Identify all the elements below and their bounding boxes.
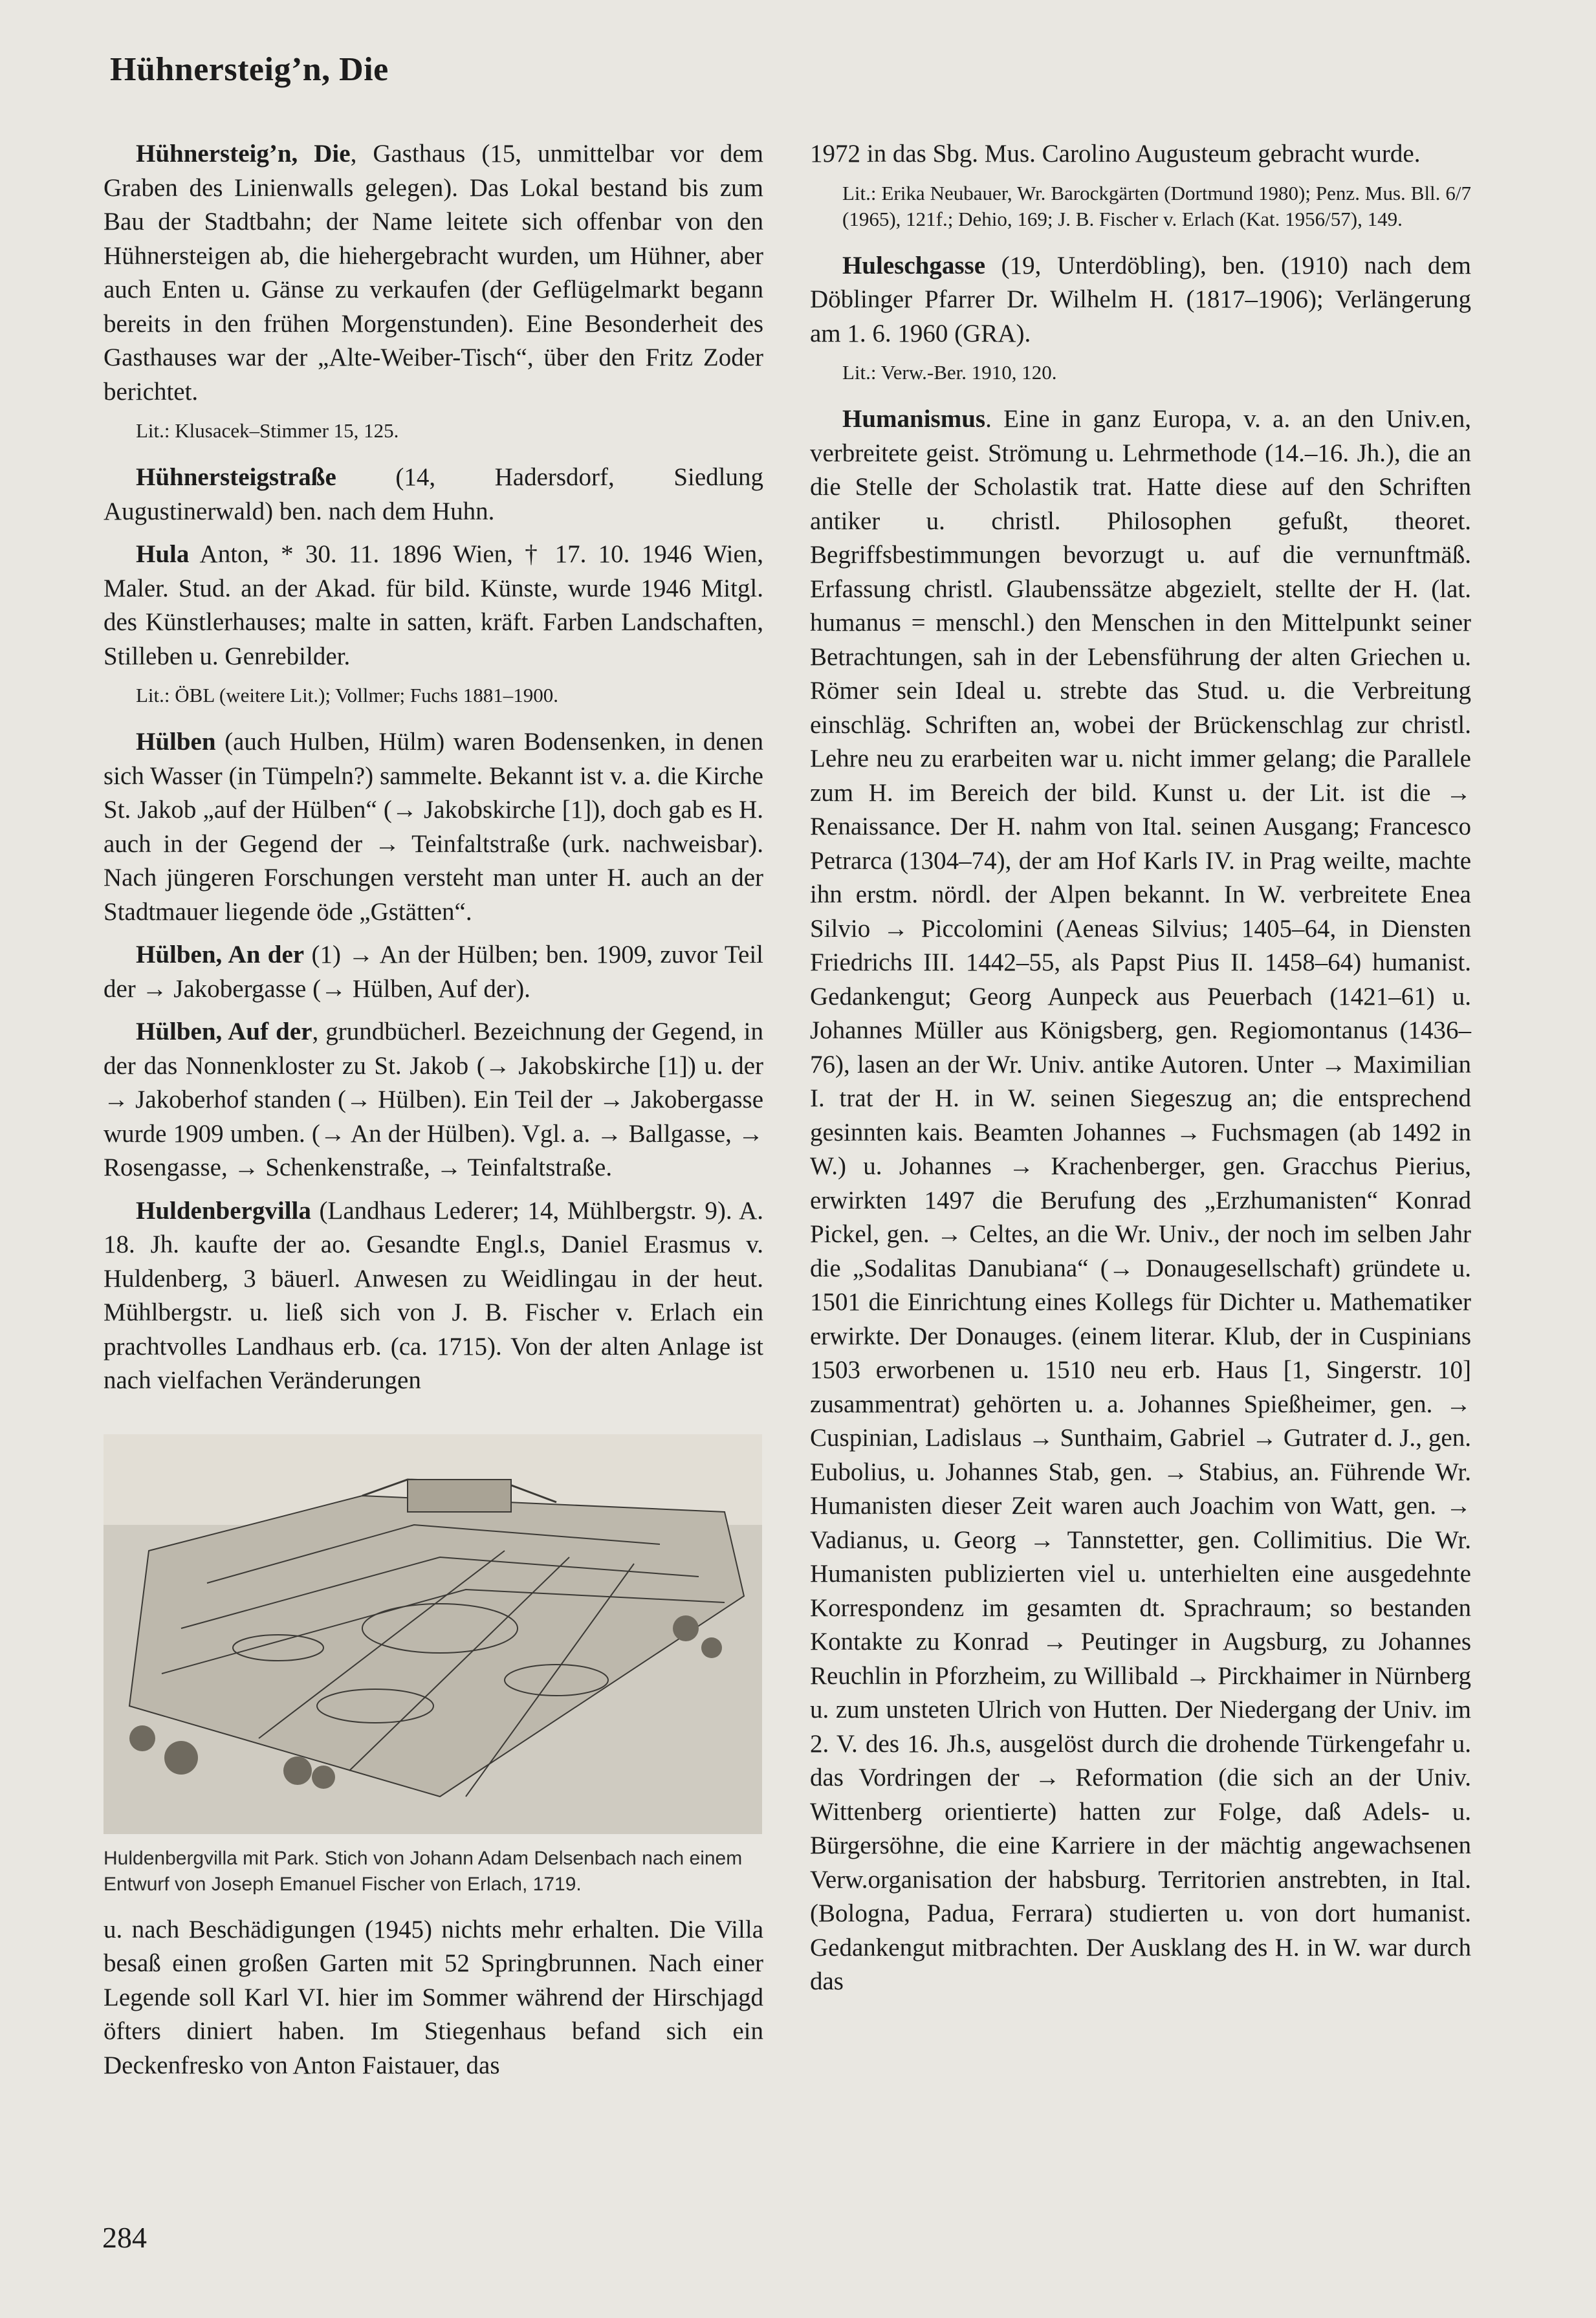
entry-headword: Humanismus bbox=[842, 405, 986, 433]
entry-headword: Hula bbox=[136, 540, 190, 568]
left-column bbox=[104, 137, 763, 2092]
entry-text: (Landhaus Lederer; 14, Mühlbergstr. 9). A. 18. Jh. kaufte der ao. Gesandte Engl.s, Daniel Erasmus v. Huldenberg, 3 bäuerl. Anwesen zu Weidlingau in der heut. Mühlbergstr. u. ließ sich von J. B. Fischer v. Erlach ein prachtvolles Landhaus erb. (ca. 1715). Von der alten Anlage ist nach vielfachen Veränderungen bbox=[104, 1196, 763, 1394]
entry-text: . Eine in ganz Europa, v. a. an den Univ.en, verbreitete geist. Strömung u. Lehrmethode (14.–16. Jh.), die an die Stelle der Scholastik trat. Hatte diese auf den Schriften antiker u. christl. Philosophen gefußt, theoret. Begriffsbestimmungen bevorzugt u. auf die vernunftmäß. Erfassung christl. Glaubenssätze abgezielt, stellte der H. (lat. humanus = menschl.) den Menschen in den Mittelpunkt seiner Betrachtungen, sah in der Lebensführung der alten Griechen u. Römer sein Ideal u. strebte das Stud. u. die Verbreitung einschläg. Schriften an, wobei der Brückenschlag zur christl. Lehre neu zu erarbeiten war u. nicht immer gelang; die Parallele zum H. im Bereich der bild. Kunst u. der Lit. ist die → Renaissance. Der H. nahm von Ital. seinen Ausgang; Francesco Petrarca (1304–74), der am Hof Karls IV. in Prag weilte, machte ihn erstm. nördl. der Alpen bekannt. In W. verbreitete Enea Silvio → Piccolomini (Aeneas Silvius; 1405–64, in Diensten Friedrichs III. 1442–55, als Papst Pius II. 1458–64) humanist. Gedankengut; Georg Aunpeck aus Peuerbach (1421–61) u. Johannes Müller aus Königsberg, gen. Regiomontanus (1436–76), lasen an der Wr. Univ. antike Autoren. Unter → Maximilian I. trat der H. in W. seinen Siegeszug an; die entsprechend gesinnten kais. Beamten Johannes → Fuchsmagen (ab 1492 in W.) u. Johannes → Krachenberger, gen. Gracchus Pierius, erwirkten 1497 die Berufung des „Erzhumanisten“ Konrad Pickel, gen. → Celtes, an die Wr. Univ., der noch im selben Jahr die „Sodalitas Danubiana“ (→ Donaugesellschaft) gründete u. 1501 die Einrichtung eines Kollegs für Dichter u. Mathematiker erwirkte. Der Donauges. (einem literar. Klub, der in Cuspinians 1503 erworbenen u. 1510 neu erb. Haus [1, Singerstr. 10] zusammentrat) gehörten u. a. Johannes Spießheimer, gen. → Cuspinian, Ladislaus → Sunthaim, Gabriel → Gutrater d. J., gen. Eubolius, u. Johannes Stab, gen. → Stabius, an. Führende Wr. Humanisten dieser Zeit waren auch Joachim von Watt, gen. → Vadianus, u. Georg → Tannstetter, gen. Collimitius. Die Wr. Humanisten publizierten viel u. unterhielten eine ausgedehnte Korrespondenz im gesamten dt. Sprachraum; so bestanden Kontakte zu Konrad → Peutinger in Augsburg, zu Johannes Reuchlin in Pforzheim, zu Willibald → Pirckhaimer in Nürnberg u. zum unsteten Ulrich von Hutten. Der Niedergang der Univ. im 2. V. des 16. Jh.s, ausgelöst durch die drohende Türkengefahr u. das Vordringen der → Reformation (die sich an der Univ. Wittenberg orientierte) hatten zur Folge, daß Adels- u. Bürgersöhne, die eine Karriere in der mächtig angewachsenen Verw.organisation der habsburg. Territorien anstrebten, in Ital. (Bologna, Padua, Ferrara) studierten u. von dort humanist. Gedankengut mitbrachten. Der Ausklang des H. in W. war durch das bbox=[810, 405, 1471, 1995]
entry-humanismus bbox=[810, 402, 1471, 1999]
page-number: 284 bbox=[102, 2221, 147, 2254]
entry-headword: Hülben, An der bbox=[136, 941, 305, 968]
entry-huehnersteigstrasse bbox=[104, 461, 763, 529]
entry-huelben-auf-der bbox=[104, 1015, 763, 1185]
entry-text: Anton, * 30. 11. 1896 Wien, † 17. 10. 1946 Wien, Maler. Stud. an der Akad. für bild. Künste, wurde 1946 Mitgl. des Künstlerhauses; malte in satten, kräft. Farben Landschaften, Stilleben u. Genrebilder. bbox=[104, 540, 763, 670]
entry-literature: Lit.: Verw.-Ber. 1910, 120. bbox=[842, 361, 1057, 384]
entry-text: , Gasthaus (15, unmittelbar vor dem Graben des Linienwalls gelegen). Das Lokal bestand bis zum Bau der Stadtbahn; der Name leitete sich offenbar von den Hühnersteigen ab, die hiehergebracht wurden, um Hühner, aber auch Enten u. Gänse zu verkaufen (der Geflügelmarkt begann bereits in den frühen Morgenstunden). Eine Besonderheit des Gasthauses war der „Alte-Weiber-Tisch“, über den Fritz Zoder berichtet. bbox=[104, 140, 763, 406]
entry-huelben bbox=[104, 725, 763, 929]
entry-headword: Hülben bbox=[136, 728, 216, 756]
figure bbox=[104, 1434, 762, 1897]
entry-headword: Huldenbergvilla bbox=[136, 1196, 311, 1225]
entry-text: (auch Hulben, Hülm) waren Bodensenken, in denen sich Wasser (in Tümpeln?) sammelte. Bekannt ist v. a. die Kirche St. Jakob „auf der Hülben“ (→ Jakobskirche [1]), doch gab es H. auch in der Gegend der → Teinfaltstraße (urk. nachweisbar). Nach jüngeren Forschungen versteht man unter H. auch an der Stadtmauer liegende öde „Gstätten“. bbox=[104, 728, 763, 926]
entry-literature: Lit.: Klusacek–Stimmer 15, 125. bbox=[136, 419, 399, 442]
entry-text: (1) → An der Hülben; ben. 1909, zuvor Teil der → Jakobergasse (→ Hülben, Auf der). bbox=[104, 941, 763, 1003]
entry-huehnersteign bbox=[104, 137, 763, 409]
figure-caption: Huldenbergvilla mit Park. Stich von Johann Adam Delsenbach nach einem Entwurf von Joseph Emanuel Fischer von Erlach, 1719. bbox=[104, 1847, 743, 1895]
entry-headword: Hühnersteigstraße bbox=[136, 463, 336, 491]
entry-continuation: u. nach Beschädigungen (1945) nichts mehr erhalten. Die Villa besaß einen großen Garten mit 52 Springbrunnen. Nach einer Legende soll Karl VI. hier im Sommer während der Hirschjagd öfters diniert haben. Im Stiegenhaus befand sich ein Deckenfresko von Anton Faistauer, das bbox=[104, 1915, 763, 2079]
entry-headword: Hülben, Auf der bbox=[136, 1018, 312, 1045]
garden-engraving-image bbox=[104, 1434, 762, 1834]
entry-continuation: 1972 in das Sbg. Mus. Carolino Augusteum gebracht wurde. bbox=[810, 140, 1421, 168]
entry-huleschgasse bbox=[810, 249, 1471, 351]
entry-headword: Huleschgasse bbox=[842, 251, 986, 279]
entry-hula bbox=[104, 538, 763, 673]
entry-headword: Hühnersteig’n, Die bbox=[136, 140, 351, 168]
entry-literature: Lit.: Erika Neubauer, Wr. Barockgärten (Dortmund 1980); Penz. Mus. Bll. 6/7 (1965), 121f.; Dehio, 169; J. B. Fischer v. Erlach (Kat. 1956/57), 149. bbox=[842, 181, 1471, 230]
entry-text: (14, Hadersdorf, Siedlung Augustinerwald) ben. nach dem Huhn. bbox=[104, 463, 763, 525]
right-column bbox=[810, 137, 1471, 2008]
entry-text: (19, Unterdöbling), ben. (1910) nach dem Döblinger Pfarrer Dr. Wilhelm H. (1817–1906); Verlängerung am 1. 6. 1960 (GRA). bbox=[810, 251, 1471, 347]
entry-text: , grundbücherl. Bezeichnung der Gegend, in der das Nonnenkloster zu St. Jakob (→ Jakobskirche [1]) u. der → Jakoberhof standen (→ Hülben). Ein Teil der → Jakobergasse wurde 1909 umben. (→ An der Hülben). Vgl. a. → Ballgasse, → Rosengasse, → Schenkenstraße, → Teinfaltstraße. bbox=[104, 1018, 763, 1181]
entry-huldenbergvilla bbox=[104, 1194, 763, 1398]
entry-huelben-an-der bbox=[104, 938, 763, 1006]
page-title: Hühnersteig’n, Die bbox=[110, 51, 389, 88]
entry-literature: Lit.: ÖBL (weitere Lit.); Vollmer; Fuchs 1881–1900. bbox=[136, 684, 558, 706]
